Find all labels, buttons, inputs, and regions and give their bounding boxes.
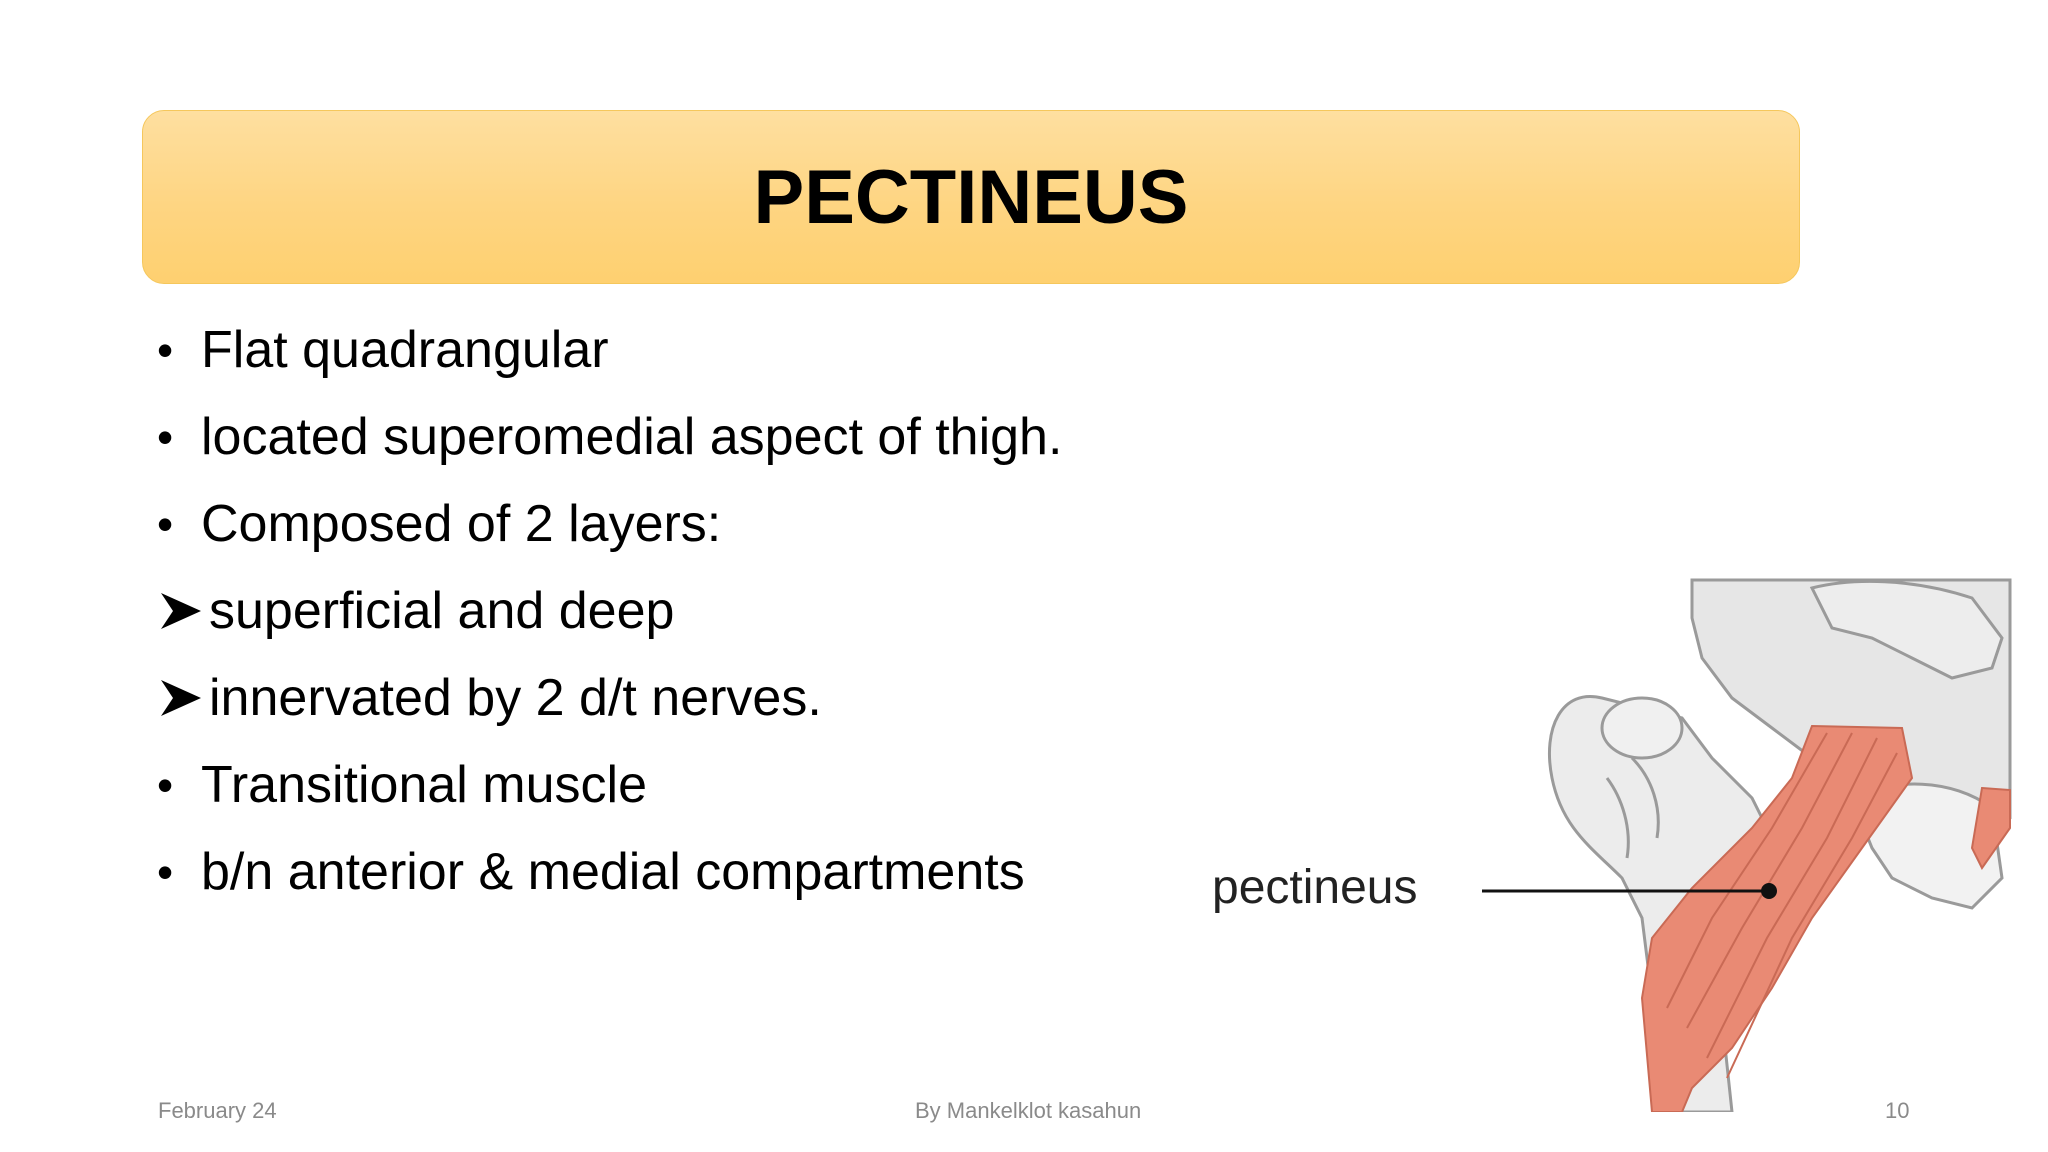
sub-bullet-item: [155, 654, 1305, 741]
slide-title: PECTINEUS: [753, 154, 1189, 240]
bullet-text: Transitional muscle: [201, 755, 648, 814]
figure-label: pectineus: [1212, 861, 1418, 914]
arrowhead-bullet-icon: [159, 676, 209, 720]
pectineus-anatomy-illustration: [1212, 578, 2022, 1112]
footer-page-number: 10: [1885, 1098, 1910, 1123]
bullet-list: [155, 306, 1305, 915]
bullet-text: located superomedial aspect of thigh.: [201, 407, 1063, 466]
bullet-item: [155, 480, 1305, 567]
bullet-dot-icon: •: [157, 497, 174, 550]
bullet-dot-icon: •: [157, 758, 174, 811]
title-banner: [142, 110, 1800, 284]
bullet-text: superficial and deep: [209, 581, 675, 640]
sub-bullet-item: [155, 567, 1305, 654]
bullet-dot-icon: •: [157, 323, 174, 376]
bullet-item: [155, 741, 1305, 828]
bullet-item: [155, 306, 1305, 393]
footer-author: By Mankelklot kasahun: [915, 1098, 1142, 1123]
arrowhead-bullet-icon: [159, 589, 209, 633]
bullet-item: [155, 393, 1305, 480]
bullet-item: [155, 828, 1305, 915]
bullet-text: Composed of 2 layers:: [201, 494, 722, 553]
bullet-dot-icon: •: [157, 845, 174, 898]
footer-date: February 24: [158, 1098, 277, 1123]
bullet-text: innervated by 2 d/t nerves.: [209, 668, 822, 727]
label-pointer-dot: [1761, 883, 1777, 899]
bullet-dot-icon: •: [157, 410, 174, 463]
bullet-text: Flat quadrangular: [201, 320, 609, 379]
bullet-text: b/n anterior & medial compartments: [201, 842, 1025, 901]
